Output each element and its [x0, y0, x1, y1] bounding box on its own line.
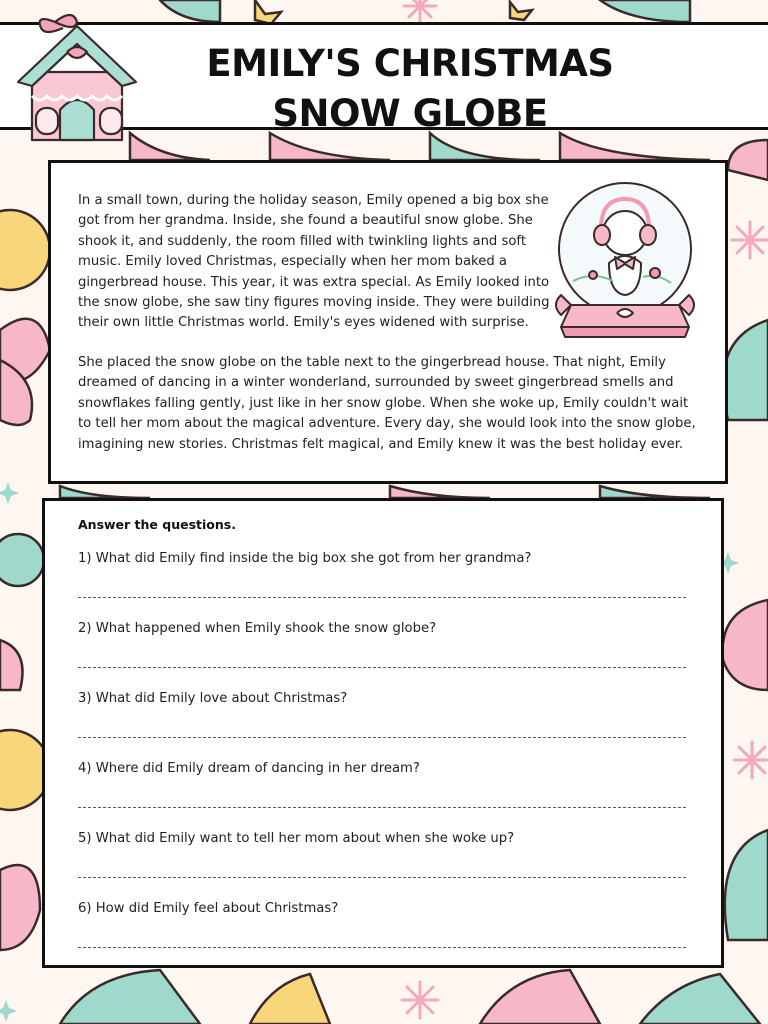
question-1: 1) What did Emily find inside the big box she got from her grandma? — [78, 551, 532, 566]
gingerbread-house-icon — [10, 12, 144, 148]
story-paragraph-1: In a small town, during the holiday season, Emily opened a big box she got from her grandma. Inside, she found a beautiful snow globe. She shook it, and suddenly, the room filled with twinkling lights and soft music. Emily loved Christmas, especially when her mom baked a gingerbread house. This year, it was extra special. As Emily looked into the snow globe, she saw tiny figures moving inside. They were building their own little Christmas world. Emily's eyes widened with surprise. — [78, 193, 550, 331]
question-5: 5) What did Emily want to tell her mom about when she woke up? — [78, 831, 515, 846]
answer-line-6[interactable] — [78, 947, 686, 948]
question-2: 2) What happened when Emily shook the snow globe? — [78, 621, 437, 636]
snow-globe-icon — [551, 177, 699, 342]
story-paragraph-2: She placed the snow globe on the table next to the gingerbread house. That night, Emily dreamed of dancing in a winter wonderland, surrounded by sweet gingerbread smells and snowflakes falling gently, just like in her snow globe. When she woke up, Emily couldn't wait to tell her mom about the magical adventure. Every day, she would look into the snow globe, imagining new stories. Christmas felt magical, and Emily knew it was the best holiday ever. — [78, 355, 696, 452]
answer-line-2[interactable] — [78, 667, 686, 668]
page-title: EMILY'S CHRISTMAS SNOW GLOBE — [206, 42, 614, 135]
answer-line-1[interactable] — [78, 597, 686, 598]
questions-panel — [42, 498, 724, 968]
answer-line-3[interactable] — [78, 737, 686, 738]
question-4: 4) Where did Emily dream of dancing in her dream? — [78, 761, 420, 776]
questions-heading: Answer the questions. — [78, 517, 236, 532]
question-3: 3) What did Emily love about Christmas? — [78, 691, 348, 706]
answer-line-4[interactable] — [78, 807, 686, 808]
story-panel — [48, 160, 728, 484]
question-6: 6) How did Emily feel about Christmas? — [78, 901, 339, 916]
answer-line-5[interactable] — [78, 877, 686, 878]
